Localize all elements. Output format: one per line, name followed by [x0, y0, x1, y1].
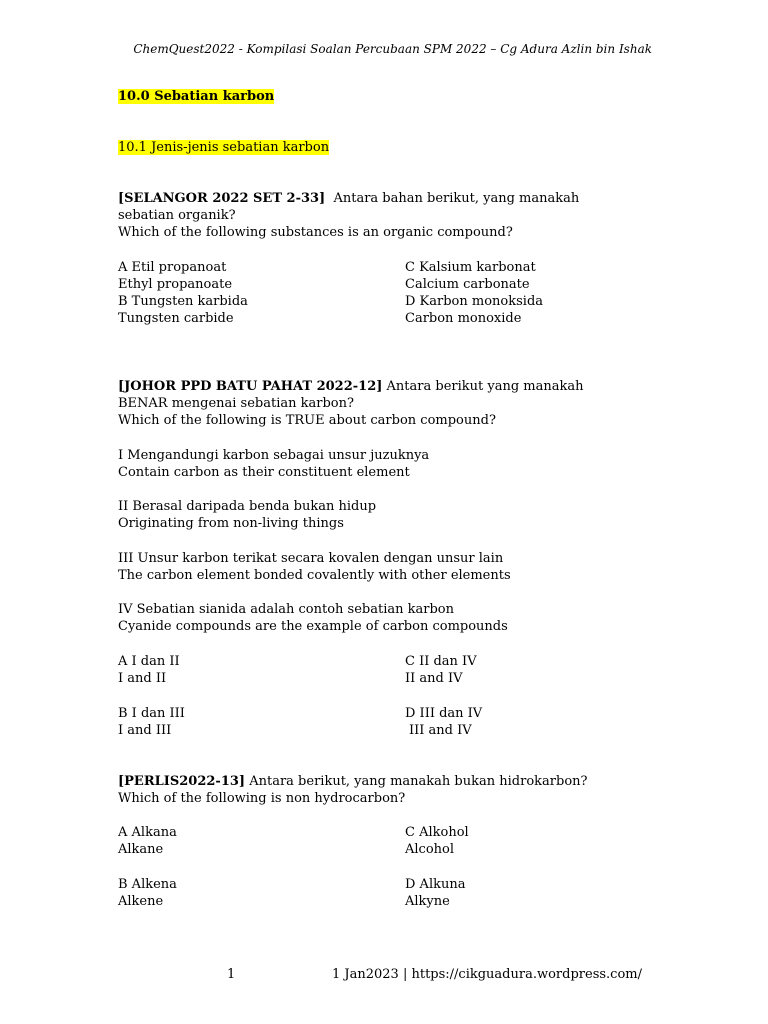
- section-heading: [118, 88, 274, 105]
- question-1-option-b: [118, 293, 248, 327]
- question-1-option-a: [118, 259, 232, 293]
- question-1-option-row-2: [118, 293, 658, 327]
- option-en: Calcium carbonate: [405, 277, 530, 292]
- option-ms: B Tungsten karbida: [118, 294, 248, 309]
- question-1-stem-ms-line1: [118, 190, 658, 207]
- question-1-stem-ms-line2: sebatian organik?: [118, 208, 236, 223]
- option-en: Alkene: [118, 894, 164, 909]
- question-3: [118, 773, 658, 807]
- page-footer: [0, 966, 768, 983]
- question-2: [118, 378, 658, 429]
- question-2-stem-en: Which of the following is TRUE about carbon compound?: [118, 413, 496, 428]
- question-2-statement-1: [118, 447, 429, 481]
- statement-en: Originating from non-living things: [118, 516, 344, 531]
- question-1-option-d: [405, 293, 543, 327]
- question-1-option-row-1: [118, 259, 658, 293]
- question-3-stem-ms-line1: [118, 773, 658, 790]
- section-heading-text: 10.0 Sebatian karbon: [118, 89, 275, 104]
- question-2-option-a: [118, 653, 180, 687]
- option-en: I and III: [118, 723, 172, 738]
- question-2-stem-ms: Antara berikut yang manakah: [386, 379, 584, 394]
- option-ms: A Etil propanoat: [118, 260, 227, 275]
- option-ms: B Alkena: [118, 877, 177, 892]
- option-en: Ethyl propanoate: [118, 277, 233, 292]
- question-3-option-row-1: [118, 824, 658, 858]
- question-1-stem-en: Which of the following substances is an organic compound?: [118, 225, 513, 240]
- question-3-stem-ms: Antara berikut, yang manakah bukan hidrokarbon?: [249, 774, 588, 789]
- option-ms: C Kalsium karbonat: [405, 260, 536, 275]
- option-en: I and II: [118, 671, 167, 686]
- option-en: Carbon monoxide: [405, 311, 522, 326]
- question-2-stem-ms-line1: [118, 378, 658, 395]
- question-2-option-b: [118, 705, 185, 739]
- question-1-stem-ms: Antara bahan berikut, yang manakah: [333, 191, 580, 206]
- question-2-option-row-2: [118, 705, 658, 739]
- question-2-statement-4: [118, 601, 508, 635]
- question-2-options: [118, 653, 658, 739]
- subsection-heading-text: 10.1 Jenis-jenis sebatian karbon: [118, 140, 330, 155]
- statement-ms: III Unsur karbon terikat secara kovalen dengan unsur lain: [118, 551, 504, 566]
- option-ms: D Alkuna: [405, 877, 466, 892]
- question-3-option-c: [405, 824, 469, 858]
- statement-en: Contain carbon as their constituent element: [118, 465, 410, 480]
- option-ms: C II dan IV: [405, 654, 477, 669]
- option-en: III and IV: [409, 723, 472, 738]
- question-3-option-a: [118, 824, 177, 858]
- option-en: Alkane: [118, 842, 164, 857]
- question-2-stem-ms-line2: BENAR mengenai sebatian karbon?: [118, 396, 354, 411]
- question-1-options: [118, 259, 658, 327]
- question-2-ref: [JOHOR PPD BATU PAHAT 2022-12]: [118, 379, 383, 394]
- statement-ms: IV Sebatian sianida adalah contoh sebatian karbon: [118, 602, 454, 617]
- option-ms: A Alkana: [118, 825, 177, 840]
- question-3-option-b: [118, 876, 177, 910]
- question-2-option-c: [405, 653, 477, 687]
- subsection-heading: [118, 139, 329, 156]
- statement-en: Cyanide compounds are the example of carbon compounds: [118, 619, 508, 634]
- option-ms: D Karbon monoksida: [405, 294, 544, 309]
- page-header: ChemQuest2022 - Kompilasi Soalan Percubaan SPM 2022 – Cg Adura Azlin bin Ishak: [133, 42, 652, 56]
- question-3-option-row-2: [118, 876, 658, 910]
- question-3-ref: [PERLIS2022-13]: [118, 774, 246, 789]
- option-ms: C Alkohol: [405, 825, 469, 840]
- option-en: Tungsten carbide: [118, 311, 234, 326]
- question-2-statement-2: [118, 498, 376, 532]
- option-en: Alcohol: [405, 842, 455, 857]
- question-2-statement-3: [118, 550, 511, 584]
- footer-info: 1 Jan2023 | https://cikguadura.wordpress.com/: [332, 967, 642, 982]
- page-number: 1: [227, 967, 236, 982]
- option-ms: B I dan III: [118, 706, 185, 721]
- question-3-stem-en: Which of the following is non hydrocarbon?: [118, 791, 406, 806]
- question-2-option-d: [405, 705, 482, 739]
- option-en: Alkyne: [405, 894, 450, 909]
- option-en: II and IV: [405, 671, 463, 686]
- question-1: [118, 190, 658, 241]
- statement-en: The carbon element bonded covalently with other elements: [118, 568, 511, 583]
- statement-ms: II Berasal daripada benda bukan hidup: [118, 499, 377, 514]
- question-3-option-d: [405, 876, 465, 910]
- option-ms: D III dan IV: [405, 706, 483, 721]
- question-3-options: [118, 824, 658, 910]
- option-ms: A I dan II: [118, 654, 180, 669]
- question-1-option-c: [405, 259, 536, 293]
- question-2-option-row-1: [118, 653, 658, 687]
- statement-ms: I Mengandungi karbon sebagai unsur juzuknya: [118, 448, 430, 463]
- question-1-ref: [SELANGOR 2022 SET 2-33]: [118, 191, 326, 206]
